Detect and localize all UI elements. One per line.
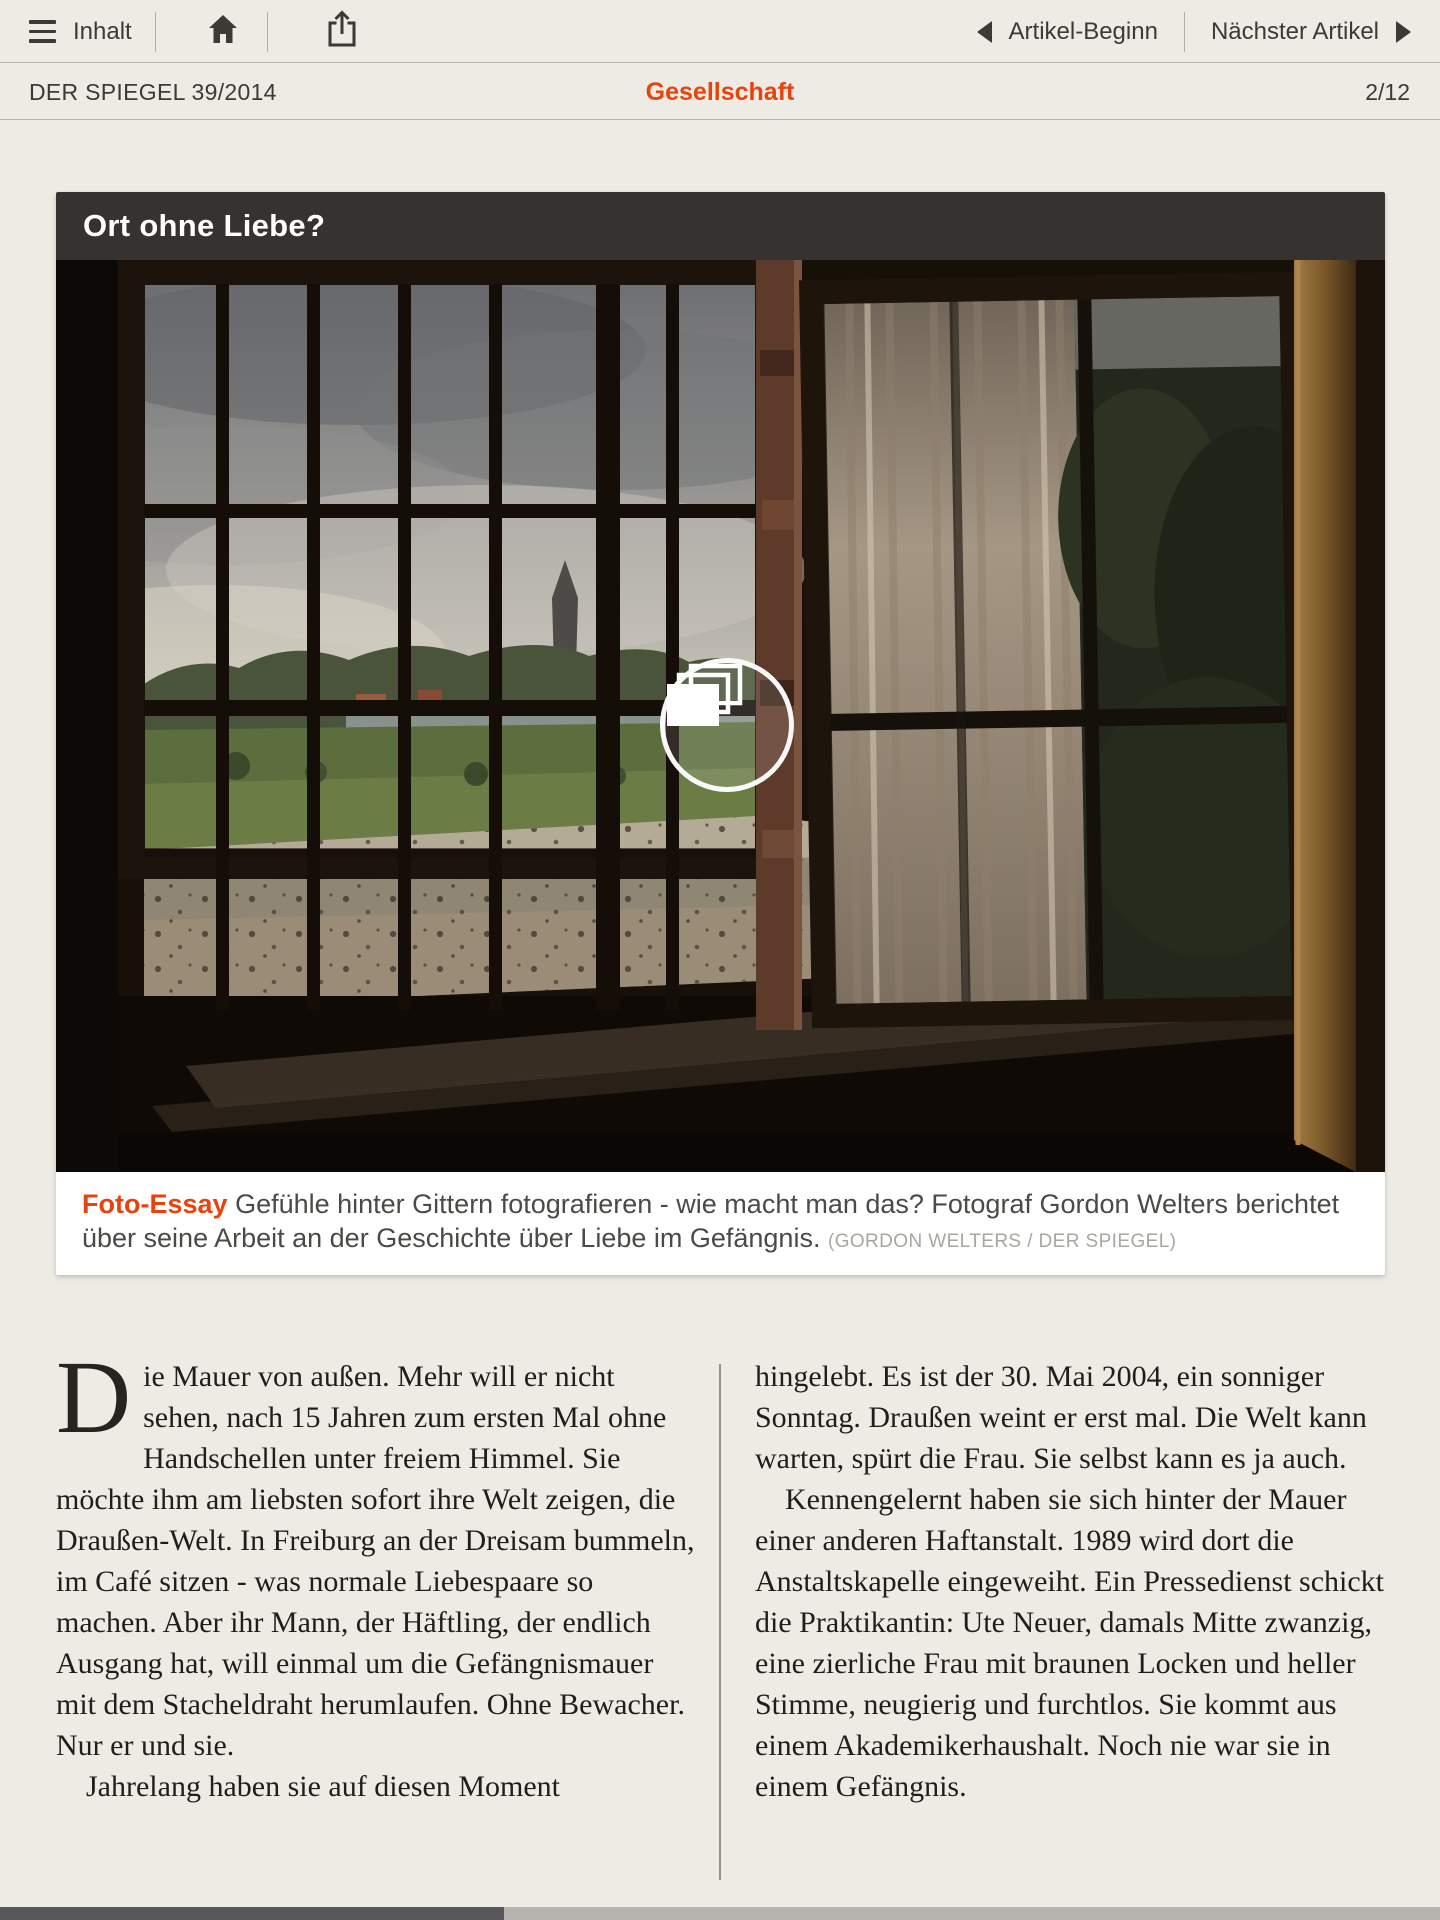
- section-title: Gesellschaft: [645, 77, 795, 106]
- toolbar-left-group: [29, 0, 358, 63]
- toolbar-right-group: [977, 0, 1411, 63]
- issue-bar: [0, 64, 1440, 120]
- paragraph: [56, 1340, 696, 1766]
- page-indicator: 2/12: [1365, 78, 1410, 105]
- paragraph: Jahrelang haben sie auf diesen Moment: [86, 1770, 561, 1803]
- home-button[interactable]: [179, 13, 267, 50]
- paragraph: hingelebt. Es ist der 30. Mai 2004, ein sonniger Sonntag. Draußen weint er erst mal. Die Welt kann warten, spürt die Frau. Sie selbst kann es ja auch.: [755, 1360, 1367, 1475]
- paragraph: Kennengelernt haben sie sich hinter der Mauer einer anderen Haftanstalt. 1989 wird dort die Anstaltskapelle eingeweiht. Ein Pressedienst schickt die Praktikantin: Ute Neuer, damals Mitte zwanzig, eine zierliche Frau mit braunen Locken und heller Stimme, neugierig und furchtlos. Sie kommt aus einem Akademikerhaushalt. Noch nie war sie in einem Gefängnis.: [755, 1483, 1385, 1803]
- body-column-left: [56, 1340, 696, 1807]
- column-divider: [719, 1364, 721, 1880]
- article-card: [56, 192, 1385, 1275]
- gallery-button[interactable]: [660, 658, 794, 792]
- caption-kicker: Foto-Essay: [82, 1189, 228, 1219]
- progress-fill: [0, 1907, 504, 1920]
- article-begin-label: Artikel-Beginn: [1008, 17, 1158, 45]
- next-article-label: Nächster Artikel: [1210, 17, 1379, 45]
- article-title: Ort ohne Liebe?: [83, 208, 326, 243]
- contents-button-label: Inhalt: [73, 17, 132, 45]
- top-toolbar: [0, 0, 1440, 63]
- hamburger-icon: [29, 20, 56, 43]
- article-card-header: [56, 192, 1385, 260]
- toolbar-divider: [267, 12, 268, 52]
- photo-caption: [56, 1172, 1385, 1275]
- next-article-button[interactable]: [1211, 18, 1411, 46]
- issue-label: DER SPIEGEL 39/2014: [29, 78, 277, 105]
- paragraph-text: ie Mauer von außen. Mehr will er nicht sehen, nach 15 Jahren zum ersten Mal ohne Handschellen unter freiem Himmel. Sie möchte ihm am liebsten sofort ihre Welt zeigen, die Draußen-Welt. In Freiburg an der Dreisam bummeln, im Café sitzen - was normale Liebespaare so machen. Aber ihr Mann, der Häftling, der endlich Ausgang hat, will einmal um die Gefängnismauer mit dem Stacheldraht herumlaufen. Ohne Bewacher. Nur er und sie.: [56, 1360, 695, 1762]
- toolbar-divider: [155, 12, 156, 52]
- caption-text: Gefühle hinter Gittern fotografieren - wie macht man das? Fotograf Gordon Welters berichtet über seine Arbeit an der Geschichte über Liebe im Gefängnis.: [82, 1189, 1340, 1253]
- left-triangle-icon: [977, 21, 992, 43]
- share-icon: [326, 10, 358, 53]
- share-button[interactable]: [326, 10, 358, 53]
- contents-button[interactable]: [29, 18, 132, 46]
- home-icon: [207, 13, 239, 50]
- caption-credit: (GORDON WELTERS / DER SPIEGEL): [827, 1231, 1177, 1252]
- drop-cap: D: [56, 1340, 132, 1455]
- body-column-right: [755, 1356, 1395, 1807]
- article-begin-button[interactable]: [977, 18, 1158, 46]
- article-photo: [56, 260, 1385, 1172]
- progress-bar[interactable]: [0, 1907, 1440, 1920]
- toolbar-divider: [1184, 12, 1185, 52]
- right-triangle-icon: [1396, 21, 1411, 43]
